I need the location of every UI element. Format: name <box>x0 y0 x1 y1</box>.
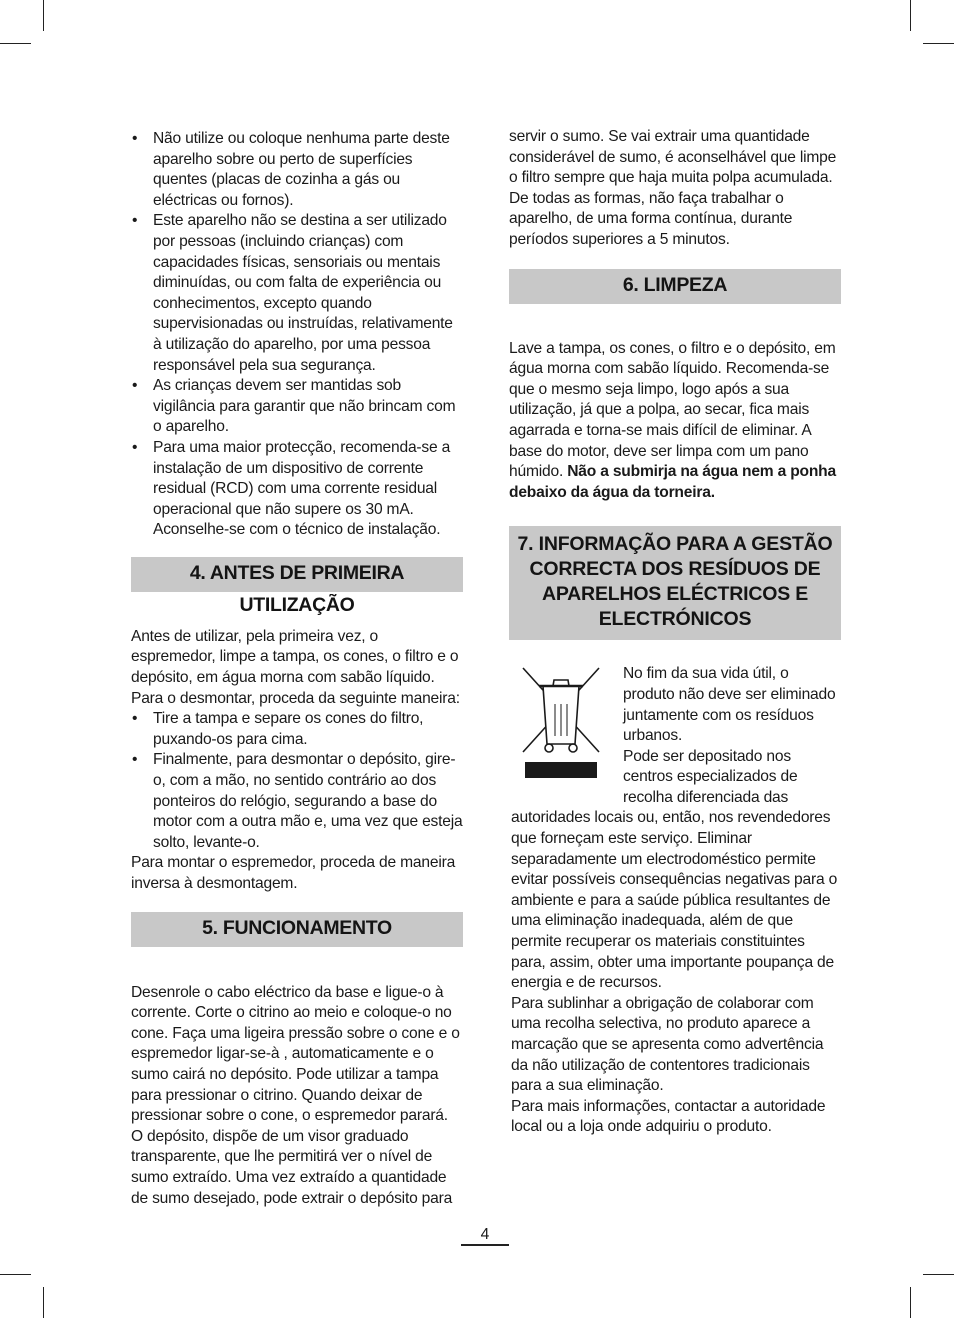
crop-mark <box>923 43 954 44</box>
crop-mark <box>923 1274 954 1275</box>
list-item: • Finalmente, para desmontar o depósito, gire-o, com a mão, no sentido contrário ao dos ponteiros do relógio, segurando a base do motor com a outra mão e, uma vez que esteja solto, levante-o. <box>131 750 463 853</box>
section-4-intro: Antes de utilizar, pela primeira vez, o espremedor, limpe a tampa, os cones, o filtro e o depósito, em água morna com sabão líquido. Para o desmontar, proceda da seguinte maneira: <box>131 627 460 707</box>
page-number: 4 <box>461 1226 509 1246</box>
list-item: • As crianças devem ser mantidas sob vigilância para garantir que não brincam com o aparelho. <box>131 376 463 438</box>
crop-mark <box>910 0 911 31</box>
crop-mark <box>43 1287 44 1318</box>
section-6-text <box>509 339 841 504</box>
section-7-paragraph-2b: autoridades locais ou, então, nos revendedores que forneçam este serviço. Eliminar separadamente um electrodoméstico permite evitar possíveis consequências negativas para o ambiente e para a saúde pública resultantes de uma eliminação inadequada, além de que permite recuperar os materiais constituintes para, assim, obter uma importante poupança de energia e de recursos. <box>511 809 838 992</box>
crop-mark <box>910 1287 911 1318</box>
list-item: • Este aparelho não se destina a ser utilizado por pessoas (incluindo crianças) com capacidades físicas, sensoriais ou mentais diminuídas, ou com falta de experiência ou conhecimentos, excepto quando supervisionadas ou instruídas, relativamente à utilização do aparelho, por uma pessoa responsável pela sua segurança. <box>131 211 463 376</box>
list-item: • Para uma maior protecção, recomenda-se a instalação de um dispositivo de corrente residual (RCD) com uma corrente residual operacional que não supere os 30 mA. Aconselhe-se com o técnico de instalação. <box>131 438 463 541</box>
section-7-paragraph-1: No fim da sua vida útil, o produto não deve ser eliminado juntamente com os resíduos urbanos. <box>623 665 836 745</box>
section-5-continued: servir o sumo. Se vai extrair uma quantidade considerável de sumo, é aconselhável que limpe o filtro sempre que haja muita polpa acumulada. De todas as formas, não faça trabalhar o aparelho, de uma forma contínua, durante períodos superiores a 5 minutos. <box>509 128 837 248</box>
section-6-body: Lave a tampa, os cones, o filtro e o depósito, em água morna com sabão líquido. Recomenda-se que o mesmo seja limpo, logo após a sua utilização, já que a polpa, ao secar, fica mais agarrada e torna-se mais difícil de eliminar. A base do motor, deve ser limpa com um pano húmido. <box>509 339 836 481</box>
section-7-paragraph-2a: Pode ser depositado nos centros especializados de recolha diferenciada das <box>623 747 798 806</box>
crop-mark <box>43 0 44 31</box>
section-4-outro: Para montar o espremedor, proceda de maneira inversa à desmontagem. <box>131 854 456 892</box>
section-7-paragraph-3: Para sublinhar a obrigação de colaborar com uma recolha selectiva, no produto aparece a marcação que se apresenta como advertência da não utilização de contentores tradicionais para a sua eliminação. <box>511 994 824 1095</box>
list-item: • Tire a tampa e separe os cones do filtro, puxando-os para cima. <box>131 709 463 750</box>
disassembly-bullet-list <box>131 709 463 853</box>
crop-mark <box>0 1274 31 1275</box>
section-heading-before-first-use: 4. ANTES DE PRIMEIRA UTILIZAÇÃO <box>131 557 463 594</box>
left-column <box>131 129 463 1209</box>
crop-mark <box>0 43 31 44</box>
weee-block <box>509 664 841 1138</box>
weee-text-below-icon <box>509 808 841 1138</box>
section-heading-operation: 5. FUNCIONAMENTO <box>131 912 463 949</box>
list-item: • Não utilize ou coloque nenhuma parte deste aparelho sobre ou perto de superfícies quentes (placas de cozinha a gás ou eléctricas ou fornos). <box>131 129 463 211</box>
section-7-paragraph-4: Para mais informações, contactar a autoridade local ou a loja onde adquiriu o produto. <box>511 1097 826 1136</box>
crossed-out-wheelie-bin-icon <box>519 664 603 784</box>
section-6-warning: Não a submirja na água nem a ponha debaixo da água da torneira. <box>509 463 836 501</box>
section-5-text: Desenrole o cabo eléctrico da base e ligue-o à corrente. Corte o citrino ao meio e coloque-o no cone. Faça uma ligeira pressão sobre o cone e o espremedor ligar-se-à , automaticamente e o sumo cairá no depósito. Pode utilizar a tampa para pressionar o citrino. Quando deixar de pressionar sobre o cone, o espremedor parará. O depósito, dispõe de um visor graduado transparente, que lhe permitirá ver o nível de sumo extraído. Uma vez extraído a quantidade de sumo desejado, pode extrair o depósito para <box>131 983 460 1207</box>
safety-bullet-list <box>131 129 463 541</box>
right-column <box>509 127 841 1138</box>
section-heading-cleaning: 6. LIMPEZA <box>509 269 841 306</box>
section-heading-waste-management: 7. INFORMAÇÃO PARA A GESTÃO CORRECTA DOS RESÍDUOS DE APARELHOS ELÉCTRICOS E ELECTRÓNICOS <box>509 526 841 642</box>
